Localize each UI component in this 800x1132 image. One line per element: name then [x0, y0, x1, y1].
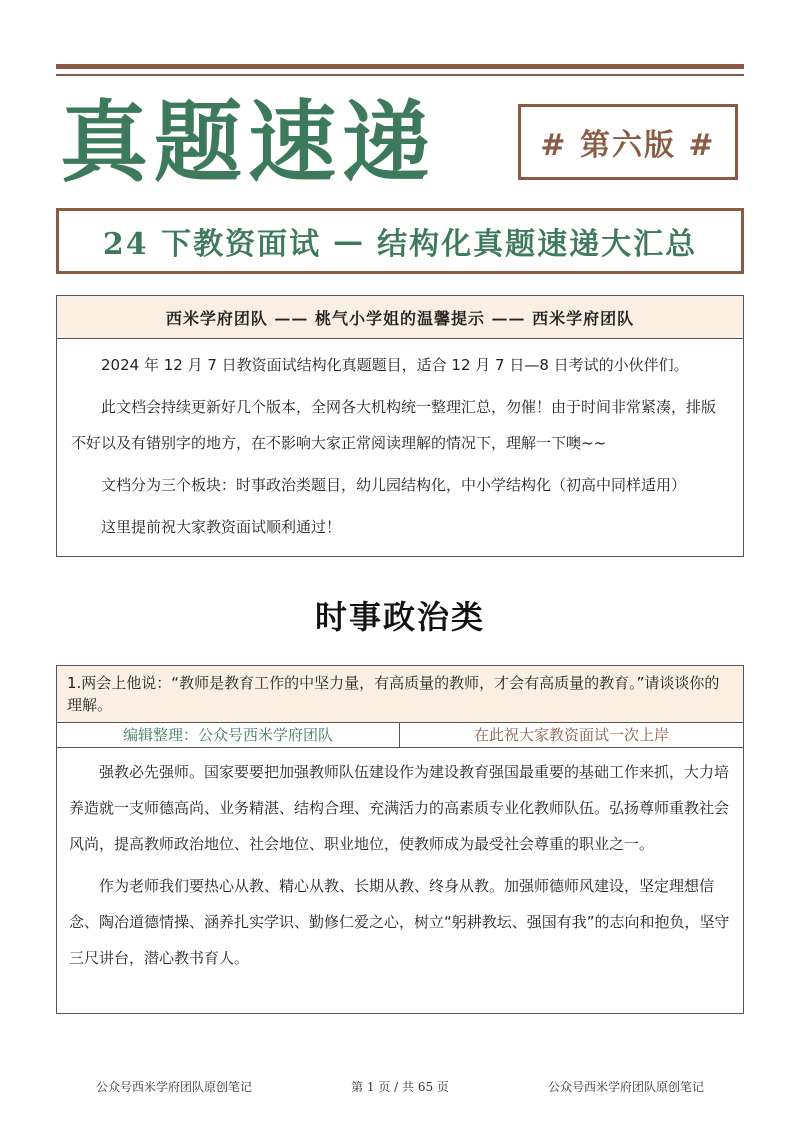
footer-right: 公众号西米学府团队原创笔记 [547, 1080, 704, 1094]
tip-paragraph: 2024 年 12 月 7 日教资面试结构化真题题目，适合 12 月 7 日—8 日考试的小伙伴们。 [101, 356, 689, 374]
question-meta-row [57, 723, 743, 748]
top-rule-thin [56, 74, 744, 76]
wish-text: 在此祝大家教资面试一次上岸 [473, 726, 669, 744]
tip-paragraph: 文档分为三个板块：时事政治类题目，幼儿园结构化，中小学结构化（初高中同样适用） [101, 476, 687, 494]
editor-credit: 编辑整理：公众号西米学府团队 [57, 723, 400, 747]
subtitle-left: 24 下教资面试 [102, 227, 322, 262]
subtitle-dash: — [333, 223, 366, 259]
tip-paragraph: 这里提前祝大家教资面试顺利通过！ [101, 518, 342, 536]
question-box [56, 665, 744, 1014]
tip-heading: 西米学府团队 —— 桃气小学姐的温馨提示 —— 西米学府团队 [57, 296, 743, 339]
tip-paragraph: 此文档会持续更新好几个版本，全网各大机构统一整理汇总，勿催！由于时间非常紧凑，排版不好以及有错别字的地方，在不影响大家正常阅读理解的情况下，理解一下噢~~ [71, 398, 717, 452]
section-title: 时事政治类 [314, 598, 485, 636]
answer-paragraph: 作为老师我们要热心从教、精心从教、长期从教、终身从教。加强师德师风建设，坚定理想信念、陶冶道德情操、涵养扎实学识、勤修仁爱之心，树立“躬耕教坛、强国有我”的志向和抱负，坚守三尺讲台，潜心教书育人。 [69, 877, 730, 967]
subtitle-right: 结构化真题速递大汇总 [377, 227, 698, 262]
footer-left: 公众号西米学府团队原创笔记 [96, 1080, 253, 1094]
page-title: 真题速递 [60, 90, 437, 194]
tip-box [56, 295, 744, 557]
answer-body [57, 748, 743, 976]
subtitle-banner [56, 208, 744, 274]
footer-page-number: 第 1 页 / 共 65 页 [351, 1080, 449, 1094]
answer-paragraph: 强教必先强师。国家要要把加强教师队伍建设作为建设教育强国最重要的基础工作来抓，大力培养造就一支师德高尚、业务精湛、结构合理、充满活力的高素质专业化教师队伍。弘扬尊师重教社会风尚，提高教师政治地位、社会地位、职业地位，使教师成为最受社会尊重的职业之一。 [69, 763, 730, 853]
edition-badge: # 第六版 # [518, 104, 738, 180]
top-rule-thick [56, 64, 744, 69]
tip-body [57, 339, 743, 545]
question-text: 1.两会上他说：“教师是教育工作的中坚力量，有高质量的教师，才会有高质量的教育。”请谈谈你的理解。 [57, 666, 743, 723]
